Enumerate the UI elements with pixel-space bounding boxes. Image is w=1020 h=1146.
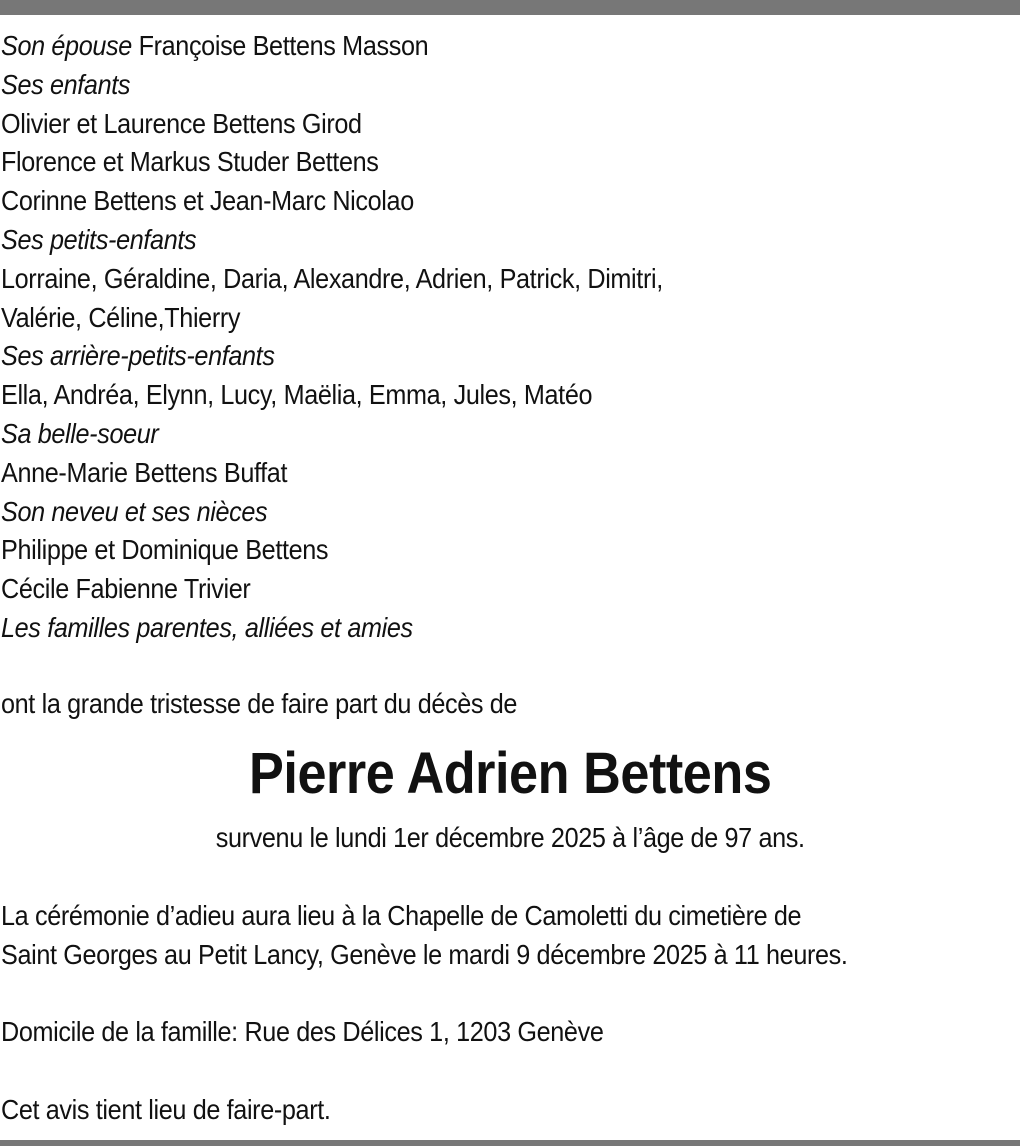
deceased-name-text: Pierre Adrien Bettens <box>248 741 772 806</box>
relation-label: Les familles parentes, alliées et amies <box>1 611 413 643</box>
obituary-notice <box>1 27 1019 1125</box>
relation-label: Son neveu et ses nièces <box>1 495 268 527</box>
ceremony-line: Saint Georges au Petit Lancy, Genève le mardi 9 décembre 2025 à 11 heures. <box>1 938 848 970</box>
death-details-text: survenu le lundi 1er décembre 2025 à l’âge de 97 ans. <box>215 822 805 853</box>
family-member-names: Olivier et Laurence Bettens Girod <box>1 107 362 139</box>
family-domicile: Domicile de la famille: Rue des Délices 1, 1203 Genève <box>1 1016 604 1047</box>
notice-text: Cet avis tient lieu de faire-part. <box>1 1094 331 1125</box>
announcement-text: ont la grande tristesse de faire part du décès de <box>1 688 518 719</box>
family-member-names: Valérie, Céline,Thierry <box>1 301 241 333</box>
family-line-spouse <box>1 27 917 66</box>
relation-label: Ses arrière-petits-enfants <box>1 340 275 372</box>
death-details <box>1 819 1019 857</box>
relation-label: Sa belle-soeur <box>1 417 159 449</box>
family-member-names: Cécile Fabienne Trivier <box>1 573 251 605</box>
family-member-names: Anne-Marie Bettens Buffat <box>1 456 288 488</box>
family-member-names: Françoise Bettens Masson <box>131 30 429 61</box>
relation-label: Ses petits-enfants <box>1 223 197 255</box>
ceremony-info <box>1 897 848 974</box>
relation-label: Son épouse <box>1 30 132 61</box>
family-member-names: Ella, Andréa, Elynn, Lucy, Maëlia, Emma, Jules, Matéo <box>1 379 593 411</box>
ceremony-line: La cérémonie d’adieu aura lieu à la Chapelle de Camoletti du cimetière de <box>1 900 802 931</box>
deceased-name <box>1 741 1019 807</box>
family-member-names: Lorraine, Géraldine, Daria, Alexandre, Adrien, Patrick, Dimitri, <box>1 262 663 294</box>
family-list <box>1 27 1019 648</box>
family-member-names: Florence et Markus Studer Bettens <box>1 146 379 178</box>
bottom-rule <box>0 1140 1020 1146</box>
top-rule <box>0 0 1020 15</box>
family-member-names: Philippe et Dominique Bettens <box>1 534 329 566</box>
relation-label: Ses enfants <box>1 68 131 100</box>
family-member-names: Corinne Bettens et Jean-Marc Nicolao <box>1 185 414 217</box>
